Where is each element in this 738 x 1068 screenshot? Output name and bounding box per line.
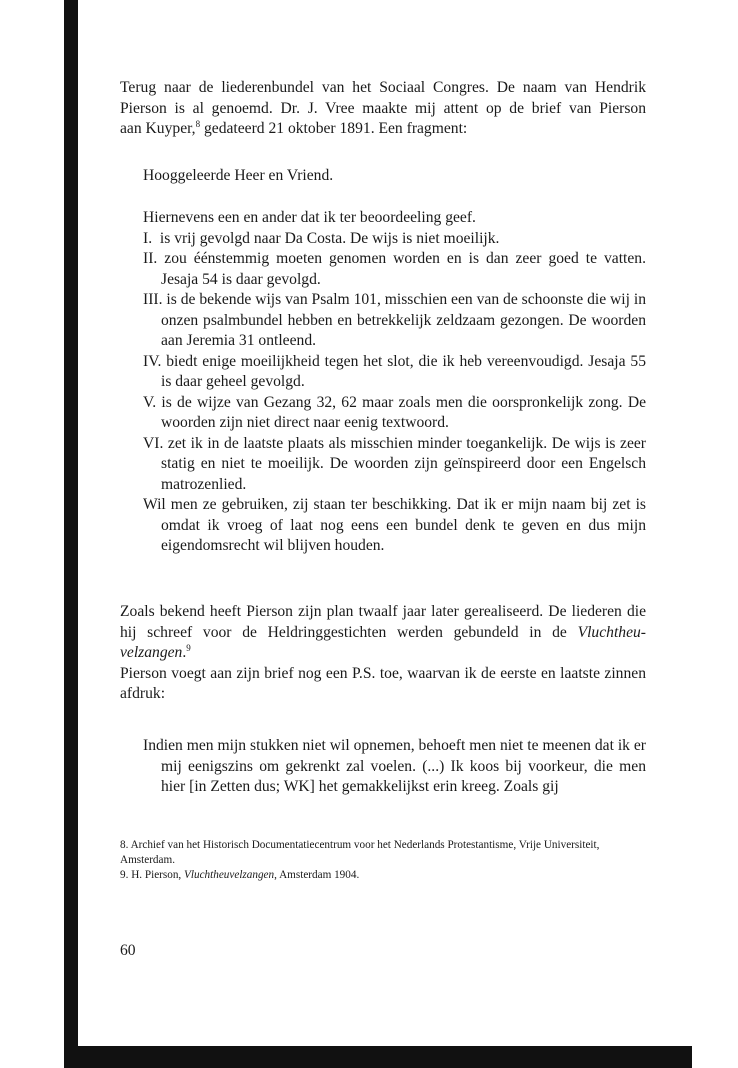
letter-salutation: Hooggeleerde Heer en Vriend. <box>143 167 334 184</box>
letter-item-6: VI. zet ik in de laatste plaats als misschien minder toegankelijk. De wijs is zeer statig en niet te moeilijk. De woorden zijn geïnspireerd door een Engelsch matrozenlied. <box>143 434 646 493</box>
letter-opening: Hiernevens een en ander dat ik ter beoordeeling geef. <box>143 209 476 226</box>
page-number: 60 <box>120 942 136 959</box>
letter-item-2: II. zou éénstemmig moeten genomen worden en is dan zeer goed te vatten. Jesaja 54 is daar gevolgd. <box>143 250 646 288</box>
footnote-9: 9. H. Pierson, Vluchtheuvelzangen, Amsterdam 1904. <box>120 869 360 881</box>
intro-paragraph <box>120 78 646 140</box>
footnote-8: 8. Archief van het Historisch Documentatiecentrum voor het Nederlands Protestantisme, Vrije Universiteit, Amsterdam. <box>120 839 600 866</box>
ps-quote <box>143 736 646 798</box>
letter-item-4: IV. biedt enige moeilijkheid tegen het slot, die ik heb vereenvoudigd. Jesaja 55 is daar geheel gevolgd. <box>143 352 646 390</box>
intro-line-2: Pierson is al genoemd. Dr. J. Vree maakte mij attent op de brief van Pierson <box>120 99 646 117</box>
letter-quote <box>143 208 646 557</box>
scan-border-bottom <box>64 1046 692 1068</box>
letter-item-1: I. is vrij gevolgd naar Da Costa. De wijs is niet moeilijk. <box>143 229 500 247</box>
footnotes <box>120 838 646 883</box>
intro-line-3: aan Kuyper,$^8$ gedateerd 21 oktober 1891. Een fragment: <box>120 119 468 137</box>
commentary-para-1: Zoals bekend heeft Pierson zijn plan twaalf jaar later gerealiseerd. De liederen die hij schreef voor de Heldringgestichten werden gebundeld in de Vluchtheu-velzangen.$^9$ <box>120 603 646 661</box>
letter-closing: Wil men ze gebruiken, zij staan ter beschikking. Dat ik er mijn naam bij zet is omdat ik vroeg of laat nog eens een bundel denk te geven en dus mijn eigendomsrecht wil blijven houden. <box>143 496 646 554</box>
book-title-vluchtheuvelzangen: Vluchtheu-velzangen <box>120 623 646 661</box>
commentary-para-2: Pierson voegt aan zijn brief nog een P.S. toe, waarvan ik de eerste en laatste zinnen afdruk: <box>120 664 646 702</box>
letter-item-5: V. is de wijze van Gezang 32, 62 maar zoals men die oorspronkelijk zong. De woorden zijn niet direct naar eenig textwoord. <box>143 393 646 431</box>
footnote-ref-8: 8 <box>195 119 201 129</box>
footnote-ref-9: 9 <box>186 643 191 653</box>
intro-line-1: Terug naar de liederenbundel van het Sociaal Congres. De naam van Hendrik <box>120 79 646 96</box>
ps-quote-text: Indien men mijn stukken niet wil opnemen, behoeft men niet te meenen dat ik er mij eenigszins om gekrenkt zal voelen. (...) Ik koos bij voorkeur, die men hier [in Zetten dus; WK] het gemakkelijkst erin kreeg. Zoals gij <box>143 737 646 795</box>
commentary-paragraph <box>120 602 646 705</box>
letter-item-3: III. is de bekende wijs van Psalm 101, misschien een van de schoonste die wij in onzen psalmbundel hebben en betrekkelijk zeldzaam gezongen. De woorden aan Jeremia 31 ontleend. <box>143 291 646 349</box>
scan-border-left <box>64 0 78 1068</box>
